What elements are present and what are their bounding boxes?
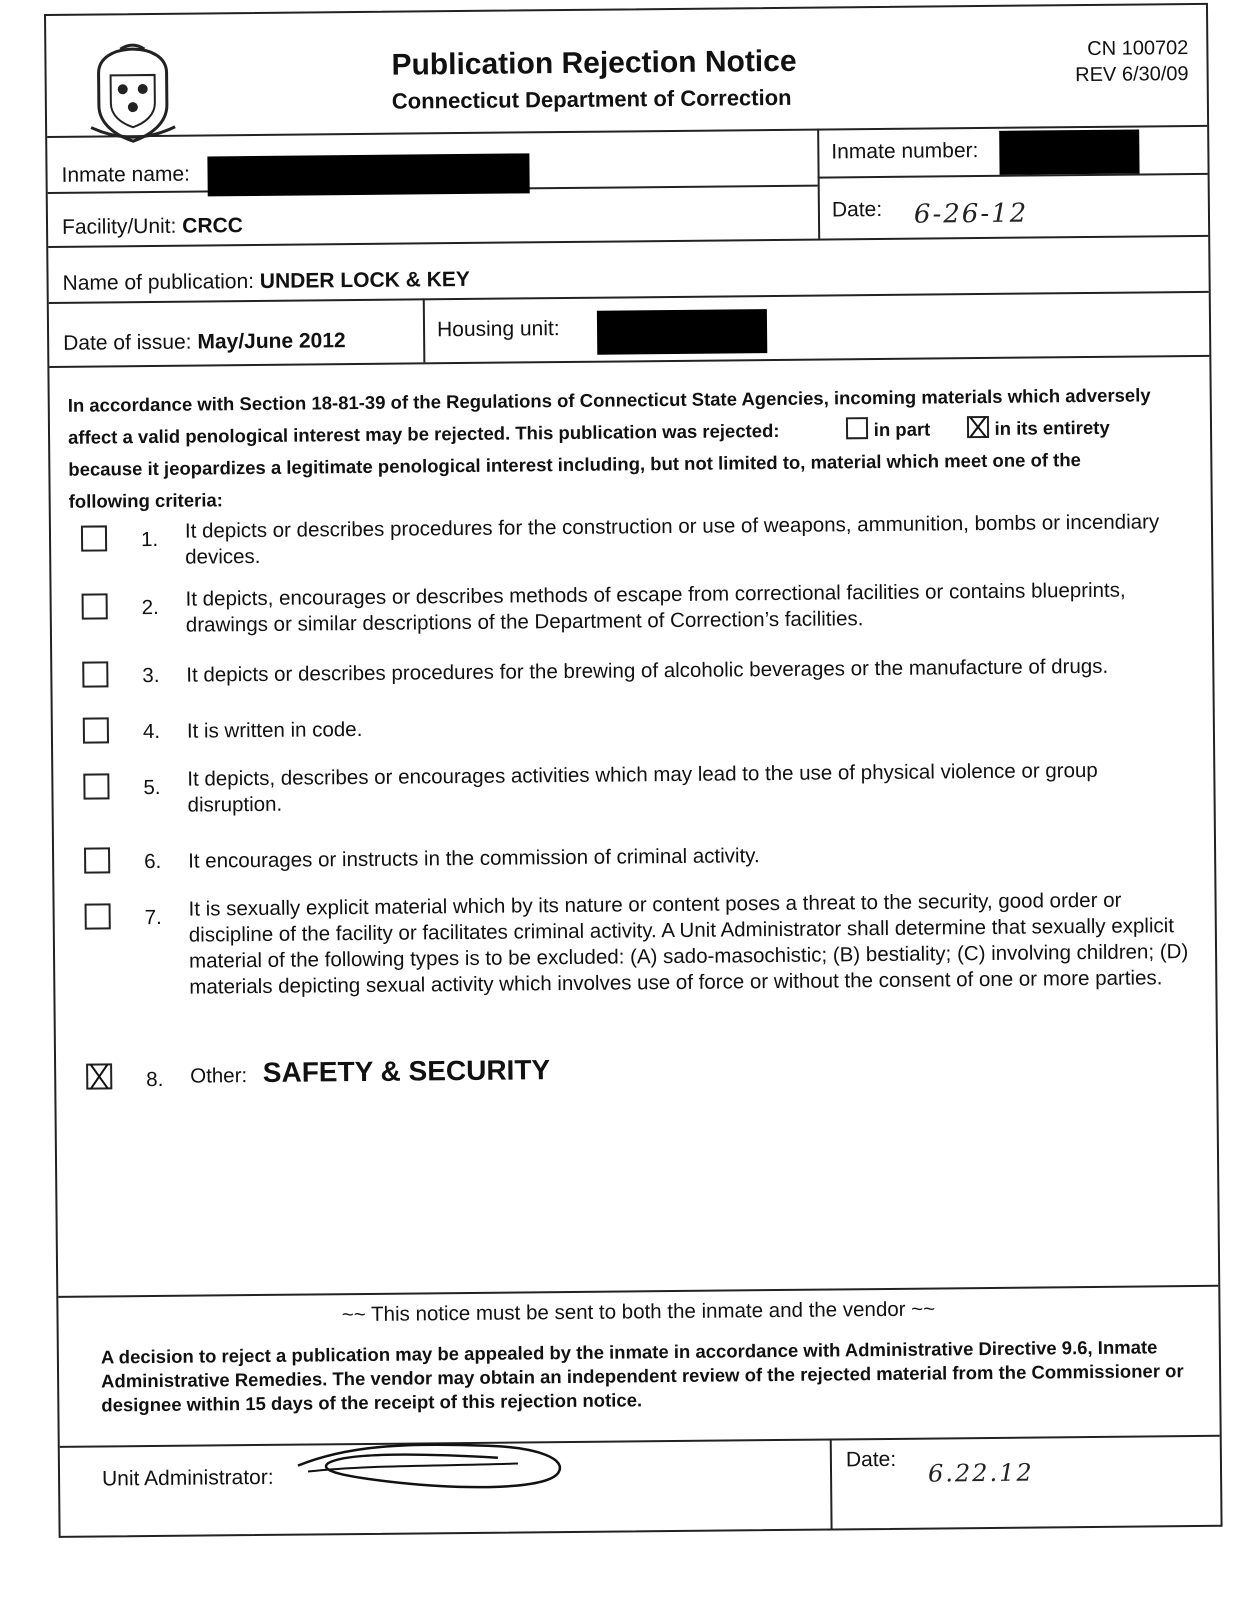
in-entirety-label: in its entirety — [994, 416, 1110, 439]
criterion-number: 7. — [144, 905, 162, 930]
notice-heading: ~~ This notice must be sent to both the inmate and the vendor ~~ — [341, 1297, 936, 1327]
housing-label: Housing unit: — [436, 317, 560, 342]
form-revision: REV 6/30/09 — [1075, 63, 1189, 87]
inmate-name-label: Inmate name: — [61, 162, 191, 187]
intro-line-3: because it jeopardizes a legitimate penological interest including, but not limited to, material which meet one of the — [68, 449, 1081, 480]
criterion-checkbox[interactable] — [83, 717, 109, 743]
inmate-number-redaction — [999, 129, 1139, 174]
inmate-name-redaction — [207, 153, 529, 196]
page-subtitle: Connecticut Department of Correction — [391, 84, 792, 114]
intro-line-4: following criteria: — [68, 489, 223, 512]
issue-label: Date of issue: — [63, 330, 192, 355]
criterion-item — [84, 831, 1184, 874]
criterion-number: 1. — [140, 527, 159, 552]
intro-line-2-text: affect a valid penological interest may be rejected. This publication was rejected: — [67, 419, 780, 448]
criterion-number: 5. — [143, 775, 161, 800]
rejection-form — [44, 3, 1223, 1538]
intro-paragraph — [68, 379, 1189, 518]
criterion-text: It depicts, describes or encourages activities which may lead to the use of physical violence or group disruption. — [187, 758, 1098, 817]
criterion-checkbox[interactable] — [81, 525, 107, 551]
facility-field — [62, 214, 243, 240]
criterion-item — [83, 701, 1183, 744]
unit-administrator-label: Unit Administrator: — [101, 1465, 274, 1491]
criterion-checkbox[interactable] — [85, 903, 111, 929]
facility-value: CRCC — [182, 214, 244, 238]
spacer — [785, 436, 841, 437]
criterion-other-label: Other: — [190, 1064, 248, 1088]
issue-value: May/June 2012 — [197, 329, 346, 354]
footer-date-label: Date: — [845, 1447, 897, 1472]
divider — [49, 355, 1209, 368]
connecticut-state-seal-icon — [80, 43, 185, 148]
page-title: Publication Rejection Notice — [391, 44, 797, 82]
signature-icon — [288, 1423, 589, 1496]
in-entirety-checkbox[interactable] — [966, 416, 988, 438]
date-handwritten: 6-26-12 — [913, 198, 1029, 230]
publication-label: Name of publication: — [62, 269, 255, 295]
criterion-checkbox[interactable] — [84, 847, 110, 873]
criterion-text: It is sexually explicit material which by its nature or content poses a threat to the security, good order or discipline of the facility or facilitates criminal activity. A Unit Administrator shall determine that sexually explicit material of the following types is to be excluded: (A) sado-masochistic; (B) bestiality; (C) involving children; (D) materials depicting sexual activity which involves use of force or without the consent of one or more parties. — [188, 888, 1189, 999]
form-number: CN 100702 — [1087, 37, 1189, 60]
divider — [423, 298, 426, 362]
criterion-item — [84, 887, 1189, 999]
criterion-item — [83, 757, 1183, 817]
criterion-other-value: SAFETY & SECURITY — [262, 1054, 551, 1088]
criterion-item — [82, 645, 1182, 688]
intro-line-1: In accordance with Section 18-81-39 of the Regulations of Connecticut State Agencies, incoming materials which adversely — [67, 384, 1151, 416]
criterion-checkbox[interactable] — [82, 593, 108, 619]
criterion-number: 4. — [142, 719, 161, 744]
criterion-number: 3. — [142, 663, 160, 688]
criterion-other — [190, 1051, 1190, 1090]
criterion-checkbox[interactable] — [83, 773, 109, 799]
facility-label: Facility/Unit: — [61, 214, 177, 239]
criterion-text: It depicts or describes procedures for the construction or use of weapons, ammunition, bombs or incendiary devices. — [184, 510, 1160, 569]
criterion-item — [82, 577, 1182, 637]
in-part-label: in part — [873, 418, 931, 441]
criterion-text: It encourages or instructs in the commission of criminal activity. — [188, 844, 760, 873]
divider — [60, 1435, 1220, 1448]
criterion-text: It depicts, encourages or describes methods of escape from correctional facilities or contains blueprints, drawings or similar descriptions of the Department of Correction’s facilities. — [185, 578, 1126, 637]
criterion-item — [86, 1047, 1186, 1092]
criterion-checkbox[interactable] — [82, 661, 108, 687]
footer-date-handwritten: 6.22.12 — [927, 1458, 1034, 1488]
criterion-text: It is written in code. — [186, 717, 363, 743]
criterion-checkbox[interactable] — [86, 1063, 112, 1089]
date-label: Date: — [831, 197, 883, 222]
form-id — [1075, 35, 1189, 88]
divider — [830, 1439, 833, 1529]
criterion-number: 8. — [146, 1067, 164, 1092]
housing-redaction — [597, 309, 767, 355]
publication-value: UNDER LOCK & KEY — [259, 267, 470, 293]
in-part-checkbox[interactable] — [846, 417, 868, 439]
divider — [817, 129, 820, 239]
criterion-number: 6. — [144, 849, 162, 874]
issue-field — [63, 329, 346, 356]
criterion-text: It depicts or describes procedures for the brewing of alcoholic beverages or the manufacture of drugs. — [186, 654, 1109, 687]
criterion-number: 2. — [141, 595, 159, 620]
publication-field — [62, 268, 470, 296]
notice-body: A decision to reject a publication may be appealed by the inmate in accordance with Administrative Directive 9.6, Inmate Administrative Remedies. The vendor may obtain an independent review of the rejected material from the Commissioner or designee within 15 days of the receipt of this rejection notice. — [100, 1336, 1184, 1416]
inmate-number-label: Inmate number: — [831, 139, 979, 164]
